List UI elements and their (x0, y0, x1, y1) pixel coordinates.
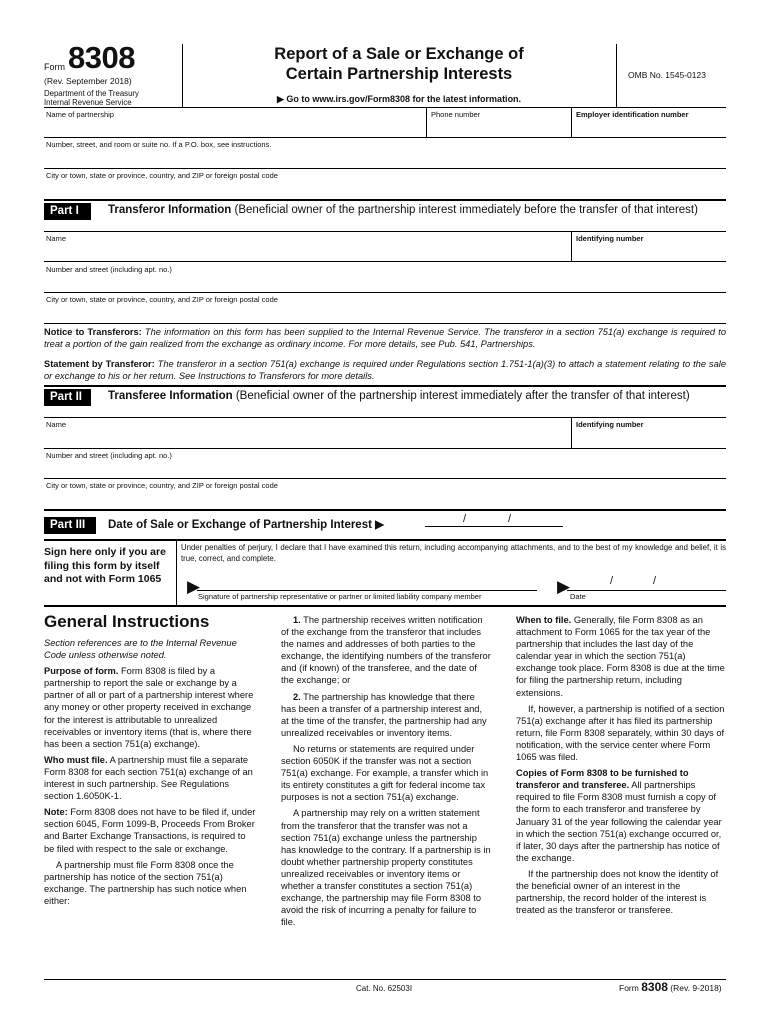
notice-text: The information on this form has been supplied to the Internal Revenue Service. The transferor in a section 751(a) exchange is required to treat a portion of the gain realized from the exchange as ordinary income. For more details, see Pub. 541, Partnerships. (44, 327, 727, 350)
note-bold: Note: (44, 807, 68, 818)
date-arrow-icon: ▶ (557, 577, 571, 596)
who-text: A partnership must file a separate Form 8308 for each section 751(a) exchange of an interest in such partnership. See Regulations section 1.6050K-1. (44, 754, 253, 802)
header-divider-right (616, 44, 617, 107)
copies-para (516, 767, 726, 864)
purpose-bold: Purpose of form. (44, 666, 119, 677)
sign-date-label: Date (570, 592, 586, 601)
rule (44, 385, 726, 387)
partnership-city-label: City or town, state or province, country, and ZIP or foreign postal code (46, 171, 278, 180)
part2-title (108, 389, 726, 403)
item2-num: 2. (293, 691, 301, 702)
partnership-street-label: Number, street, and room or suite no. If a P.O. box, see instructions. (46, 140, 272, 149)
sign-date-slash-2: / (653, 575, 657, 587)
form-number: 8308 (68, 40, 135, 75)
footer-form-word: Form (619, 983, 639, 993)
part3-tag: Part III (44, 517, 96, 534)
part2-tag: Part II (44, 389, 91, 406)
when-para (516, 614, 726, 699)
transferee-street-field[interactable] (46, 462, 726, 478)
part1-tag: Part I (44, 203, 91, 220)
divider (426, 107, 427, 137)
date-of-sale-line[interactable] (425, 526, 563, 527)
part2-title-bold: Transferee Information (108, 390, 233, 402)
rule (44, 199, 726, 201)
rule (44, 231, 726, 232)
ein-field[interactable] (576, 121, 728, 137)
transferor-street-field[interactable] (46, 276, 726, 292)
signature-line[interactable] (197, 590, 537, 591)
date-slash-2: / (508, 513, 512, 525)
title-line2: Certain Partnership Interests (285, 65, 513, 83)
form-title (182, 44, 616, 84)
part1-id-label: Identifying number (576, 234, 644, 243)
instructions-col1 (44, 637, 256, 911)
divider (571, 107, 572, 137)
instructions-col3 (516, 614, 726, 920)
purpose-text: Form 8308 is filed by a partnership to report the sale or exchange by a partner of all or part of a partnership interest where any money or other property received in exchange for the interest is attributable to unrealized receivables or inventory items (that is, where there has been a section 751(a) exchange). (44, 666, 254, 749)
rule (44, 261, 726, 262)
instructions-heading: General Instructions (44, 612, 210, 631)
section-refs: Section references are to the Internal Revenue Code unless otherwise noted. (44, 638, 237, 661)
part1-title-rest: (Beneficial owner of the partnership interest immediately before the transfer of that interest) (231, 204, 698, 216)
omb-number: OMB No. 1545-0123 (628, 70, 706, 80)
purpose-para (44, 665, 256, 750)
rule (44, 137, 726, 138)
rule (44, 417, 726, 418)
who-para (44, 754, 256, 802)
phone-label: Phone number (431, 110, 481, 119)
part2-city-label: City or town, state or province, country, and ZIP or foreign postal code (46, 481, 278, 490)
footer-form-id (619, 980, 722, 994)
sign-date-line[interactable] (567, 590, 726, 591)
goto-link[interactable]: ▶ Go to www.irs.gov/Form8308 for the latest information. (276, 94, 522, 104)
statement-bold: Statement by Transferor: (44, 359, 155, 369)
transferee-city-field[interactable] (46, 492, 726, 508)
partnership-name-label: Name of partnership (46, 110, 114, 119)
part2-id-label: Identifying number (576, 420, 644, 429)
when-text: Generally, file Form 8308 as an attachment to Form 1065 for the tax year of the partnership that includes the last day of the calendar year in which the section 751(a) exchange took place. Form 8308 is due at the time for filing the partnership return, including extensions. (516, 615, 725, 698)
penalty-statement: Under penalties of perjury, I declare that I have examined this return, including accompanying attachments, and to the best of my knowledge and belief, it is true, correct, and complete. (181, 543, 726, 563)
phone-field[interactable] (431, 121, 570, 137)
col2-para2: A partnership may rely on a written statement from the transferor that the transfer was not a section 751(a) exchange unless the partnership has knowledge to the contrary. If a partnership is in doubt whether partnership property constitutes unrealized receivables or inventory items or whether a transfer constitutes a section 751(a) exchange, the partnership may file Form 8308 to avoid the risk of incurring a penalty for failure to file. (281, 808, 491, 928)
part1-title-bold: Transferor Information (108, 204, 232, 216)
divider (571, 417, 572, 448)
transferee-name-field[interactable] (46, 431, 570, 447)
sign-heading: Sign here only if you are filing this form by itself and not with Form 1065 (44, 546, 166, 585)
item1-para (281, 614, 492, 687)
part1-city-label: City or town, state or province, country, and ZIP or foreign postal code (46, 295, 278, 304)
part2-name-label: Name (46, 420, 67, 429)
department-line1: Department of the Treasury (44, 89, 139, 98)
when-bold: When to file. (516, 615, 572, 625)
copies-bold: Copies of Form 8308 to be furnished to transferor and transferee. (516, 768, 689, 791)
last-para: A partnership must file Form 8308 once the partnership has notice of the section 751(a) exchange. The partnership has such notice when either: (44, 859, 247, 906)
item1-text: The partnership receives written notification of the exchange from the transferor that includes the names and addresses of both parties to the exchange, the identifying numbers of the transferor and (if known) of the transferee, and the date of the exchange; or (281, 615, 491, 686)
part3-title: Date of Sale or Exchange of Partnership Interest ▶ (108, 519, 384, 531)
statement-by-transferor (44, 358, 726, 383)
part1-street-label: Number and street (including apt. no.) (46, 265, 172, 274)
rule (44, 509, 726, 511)
partnership-city-field[interactable] (46, 182, 726, 198)
partnership-name-field[interactable] (46, 121, 425, 137)
transferor-id-field[interactable] (576, 245, 728, 261)
part1-name-label: Name (46, 234, 67, 243)
form-revision: (Rev. September 2018) (44, 76, 132, 86)
rule (44, 323, 726, 324)
divider (176, 540, 177, 606)
copies-text: All partnerships required to file Form 8308 must furnish a copy of the form to each transferor and transferee by January 31 of the year following the calendar year in which the section 751(a) exchange occurred or, if later, 30 days after the partnership has notice of the exchange. (516, 780, 722, 863)
note-text: Form 8308 does not have to be filed if, under section 6045, Form 1099-B, Proceeds From Broker and Barter Exchange Transactions, is required to be filed with respect to the sale or exchange. (44, 807, 256, 854)
footer-rev: (Rev. 9-2018) (670, 983, 722, 993)
rule (44, 292, 726, 293)
rule (44, 605, 726, 607)
who-bold: Who must file. (44, 754, 108, 765)
date-slash-1: / (463, 513, 467, 525)
however-para: If, however, a partnership is notified of a section 751(a) exchange after it has filed its partnership return, file Form 8308 separately, within 30 days of notification, with the service center where Form 1065 was filed. (516, 703, 725, 763)
notice-to-transferors (44, 326, 726, 351)
divider (571, 231, 572, 261)
rule (44, 168, 726, 169)
part2-title-rest: (Beneficial owner of the partnership interest immediately after the transfer of that interest) (232, 390, 690, 402)
col3-last-para: If the partnership does not know the identity of the beneficial owner of an interest in the partnership, the record holder of the interest is treated as the transferor or transferee. (516, 868, 719, 916)
partnership-street-field[interactable] (46, 151, 726, 167)
instructions-col2 (281, 614, 492, 932)
col2-para1: No returns or statements are required under section 6050K if the transfer was not a section 751(a) exchange. For example, a transfer which in its entirety constitutes a gift for federal income tax purposes is not a section 751(a) exchange. (281, 743, 489, 803)
part1-title (108, 203, 726, 217)
form-word: Form (44, 62, 65, 72)
rule (44, 478, 726, 479)
department-line2: Internal Revenue Service (44, 98, 132, 107)
part2-street-label: Number and street (including apt. no.) (46, 451, 172, 460)
ein-label: Employer identification number (576, 110, 689, 119)
item2-para (281, 691, 492, 739)
note-para (44, 806, 256, 854)
rule (44, 539, 726, 541)
statement-text: The transferor in a section 751(a) exchange is required under Regulations section 1.751-1(a)(3) to attach a statement relating to the sale or exchange to his or her return. See Instructions to Transferors for more details. (44, 359, 726, 382)
footer-form-number: 8308 (641, 980, 668, 994)
notice-bold: Notice to Transferors: (44, 327, 142, 337)
signature-label: Signature of partnership representative or partner or limited liability company member (198, 592, 482, 601)
sign-date-slash-1: / (610, 575, 614, 587)
signature-arrow-icon: ▶ (187, 577, 201, 596)
rule (44, 448, 726, 449)
item1-num: 1. (293, 615, 301, 625)
transferor-name-field[interactable] (46, 245, 570, 261)
item2-text: The partnership has knowledge that there has been a transfer of a partnership interest and, at the time of the transfer, the partnership had any unrealized receivables or inventory items. (281, 691, 487, 738)
header-bottom-rule (44, 107, 726, 108)
transferee-id-field[interactable] (576, 431, 728, 447)
transferor-city-field[interactable] (46, 306, 726, 322)
cat-number: Cat. No. 62503I (356, 984, 413, 993)
form-header (0, 0, 770, 110)
title-line1: Report of a Sale or Exchange of (274, 45, 524, 63)
